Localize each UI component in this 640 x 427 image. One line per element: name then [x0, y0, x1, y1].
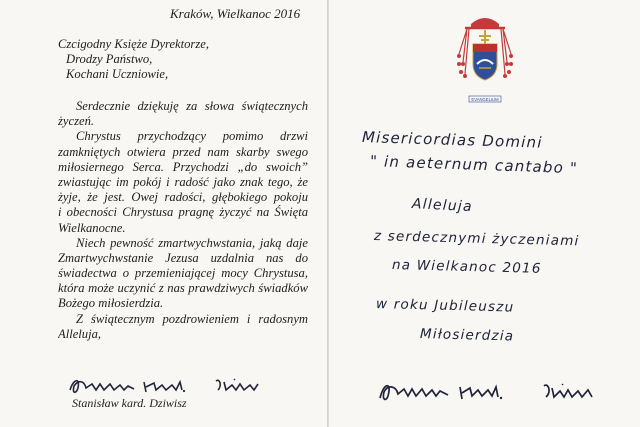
cardinal-coat-of-arms: [455, 14, 515, 106]
handwritten-line: z serdecznymi życzeniami: [373, 228, 580, 250]
signature-name: Stanisław kard. Dziwisz: [72, 396, 187, 410]
body-line: zamkniętych otwiera przed nam skarby swego: [58, 144, 308, 159]
body-line: Zmartwychwstanie Jezusa uzdalnia nas do: [58, 250, 308, 265]
salutation-line: Kochani Uczniowie,: [66, 67, 169, 82]
body-line: żyje, że jest. Owej radości, głębokiego pokoju: [58, 190, 308, 205]
body-line: życzeń.: [58, 114, 95, 129]
handwritten-line: na Wielkanoc 2016: [391, 257, 542, 277]
body-line: zwiastując im pokój i radość jako znak tego, że: [58, 174, 308, 189]
handwritten-signature: [376, 378, 626, 406]
body-line: Bożego miłosierdzia.: [58, 296, 164, 311]
body-line: Niech pewność zmartwychwstania, jaką daje: [76, 235, 308, 250]
body-line: która może uczynić z nas prawdziwych świadków: [58, 281, 308, 296]
letter-dateline: Kraków, Wielkanoc 2016: [170, 6, 301, 21]
handwritten-line: Miłosierdzia: [419, 326, 515, 345]
body-line: Chrystus przychodzący pomimo drzwi: [76, 129, 308, 144]
handwritten-line: w roku Jubileuszu: [375, 296, 515, 316]
body-line: Z świątecznym pozdrowieniem i radosnym: [76, 311, 308, 326]
typed-letter-signature: [66, 374, 306, 398]
salutation-line: Czcigodny Księże Dyrektorze,: [58, 37, 209, 51]
body-line: Alleluja,: [58, 326, 102, 341]
letter-body: [58, 99, 308, 342]
body-line: i obecności Chrystusa pragnę życzyć na Święta: [58, 205, 308, 220]
handwritten-line: Misericordias Domini: [361, 128, 543, 152]
salutation-line: Drodzy Państwo,: [66, 52, 153, 67]
body-line: Wielkanocne.: [58, 220, 126, 235]
coat-motto: EVANGELIUM: [471, 96, 499, 102]
body-line: Serdecznie dziękuję za słowa świątecznych: [76, 99, 308, 113]
body-line: miłosiernego Serca. Przychodzi „do swoich”: [58, 159, 308, 174]
handwritten-line: Alleluja: [411, 196, 474, 216]
letter-salutation: [58, 37, 209, 83]
body-line: świadectwa o przemieniającej mocy Chrystusa,: [58, 266, 308, 281]
handwritten-line: " in aeternum cantabo ": [369, 152, 579, 178]
